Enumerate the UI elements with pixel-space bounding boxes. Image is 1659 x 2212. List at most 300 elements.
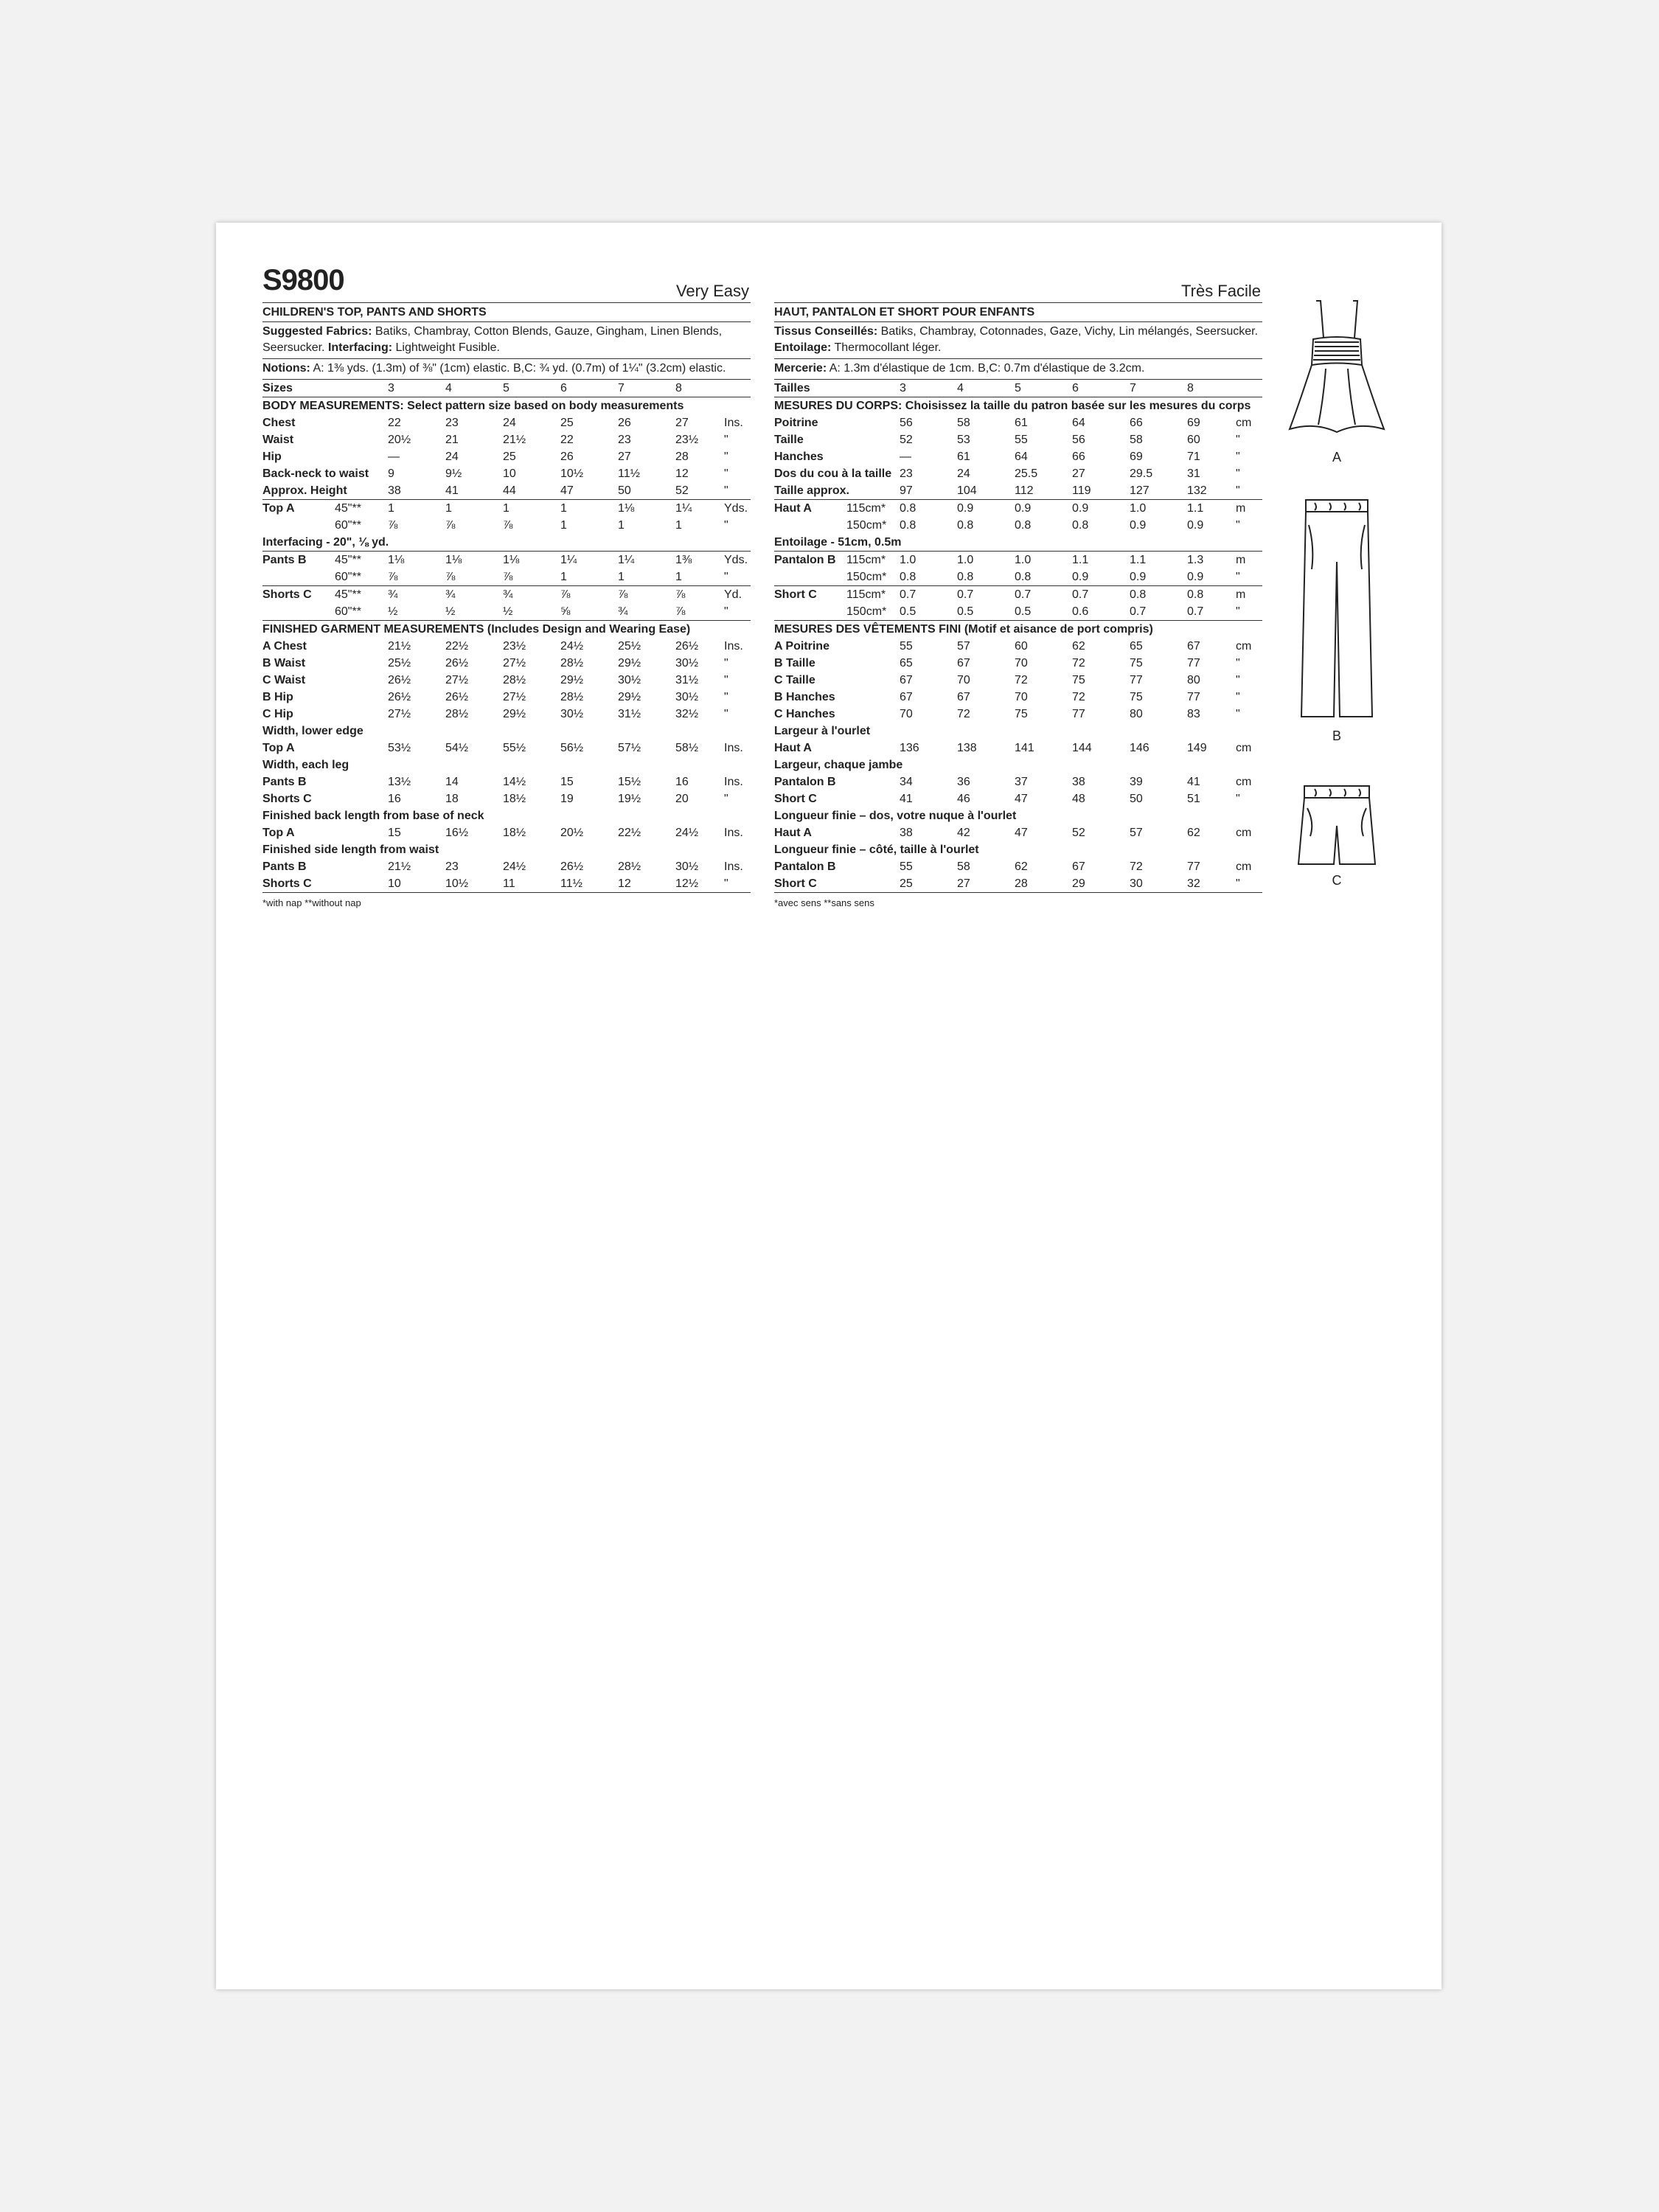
unit-label: " [1236, 451, 1240, 463]
size-value: 67 [900, 674, 913, 686]
size-value: 55 [900, 640, 913, 653]
unit-label: Ins. [724, 827, 743, 839]
size-value: 64 [1072, 417, 1085, 429]
size-value: 22½ [618, 827, 641, 839]
size-value: 26½ [445, 691, 469, 703]
size-value: 21½ [388, 860, 411, 873]
row-label: Hip [262, 451, 282, 463]
size-value: 1.0 [957, 554, 974, 566]
size-value: ¾ [445, 588, 456, 601]
size-value: 46 [957, 793, 970, 805]
row-label: Short C [774, 877, 817, 890]
size-value: 15 [560, 776, 574, 788]
table-row [262, 740, 751, 757]
pattern-title: HAUT, PANTALON ET SHORT POUR ENFANTS [774, 303, 1262, 322]
unit-label: Yds. [724, 502, 748, 515]
sizes-row [774, 380, 1262, 397]
row-sublabel: 150cm* [846, 571, 887, 583]
size-value: ⅞ [503, 519, 513, 532]
size-value: 21½ [388, 640, 411, 653]
size-value: 37 [1015, 776, 1028, 788]
size-value: 31½ [618, 708, 641, 720]
size-value: 12 [675, 467, 689, 480]
notions-label: Notions: [262, 362, 310, 375]
notions-paragraph [774, 359, 1262, 380]
size-value: 30½ [560, 708, 584, 720]
sketch-c-label: C [1332, 873, 1342, 888]
size-value: 15 [388, 827, 401, 839]
size-value: 67 [957, 691, 970, 703]
size-value: 1 [503, 502, 509, 515]
size-value: 56 [900, 417, 913, 429]
size-value: 44 [503, 484, 516, 497]
size-value: 67 [900, 691, 913, 703]
unit-label: cm [1236, 640, 1252, 653]
size-value: 1.3 [1187, 554, 1204, 566]
size-value: 0.7 [1015, 588, 1032, 601]
size-value: 80 [1187, 674, 1200, 686]
size-value: 27 [957, 877, 970, 890]
size-value: 132 [1187, 484, 1207, 497]
fabrics-text: Batiks, Chambray, Cotton Blends, Gauze, Gingham, Linen Blends, Seersucker. [262, 325, 723, 354]
size-value: 25.5 [1015, 467, 1038, 480]
size-value: 0.9 [1130, 519, 1147, 532]
size-value: ⅞ [560, 588, 571, 601]
size-value: 28 [1015, 877, 1028, 890]
size-number: 3 [900, 382, 906, 394]
size-value: 149 [1187, 742, 1207, 754]
table-row [262, 655, 751, 672]
size-value: 69 [1130, 451, 1143, 463]
size-value: 29½ [618, 691, 641, 703]
unit-label: m [1236, 502, 1246, 515]
section-header [262, 807, 751, 824]
table-row [262, 448, 751, 465]
unit-label: " [1236, 691, 1240, 703]
row-sublabel: 150cm* [846, 519, 887, 532]
size-value: 19 [560, 793, 574, 805]
size-value: 12½ [675, 877, 699, 890]
section-header-text: MESURES DU CORPS: Choisissez la taille du patron basée sur les mesures du corps [774, 400, 1251, 412]
table-row [774, 465, 1262, 482]
size-value: 10½ [560, 467, 584, 480]
size-value: 50 [618, 484, 631, 497]
top-a-sketch [1285, 295, 1388, 439]
size-value: 62 [1015, 860, 1028, 873]
table-row [774, 790, 1262, 807]
unit-label: " [724, 793, 728, 805]
size-value: 67 [1187, 640, 1200, 653]
size-value: 0.7 [957, 588, 974, 601]
table-row [774, 740, 1262, 757]
unit-label: Ins. [724, 640, 743, 653]
section-header-text: MESURES DES VÊTEMENTS FINI (Motif et aisance de port compris) [774, 623, 1153, 636]
table-row [262, 672, 751, 689]
unit-label: " [1236, 877, 1240, 890]
size-value: 0.8 [900, 519, 917, 532]
unit-label: " [724, 484, 728, 497]
size-value: ⅞ [675, 588, 686, 601]
unit-label: " [1236, 605, 1240, 618]
section-header-text: Largeur, chaque jambe [774, 759, 903, 771]
size-value: 1 [560, 519, 567, 532]
table-row [262, 706, 751, 723]
size-value: 1⅛ [388, 554, 405, 566]
size-value: 41 [900, 793, 913, 805]
size-value: 56½ [560, 742, 584, 754]
size-value: 28½ [560, 691, 584, 703]
table-row [262, 482, 751, 500]
unit-label: " [724, 467, 728, 480]
size-value: 28½ [618, 860, 641, 873]
size-number: 5 [503, 382, 509, 394]
row-label: Top A [262, 502, 295, 515]
size-value: 72 [1072, 691, 1085, 703]
size-value: 58 [1130, 434, 1143, 446]
size-value: 97 [900, 484, 913, 497]
size-value: 1.1 [1130, 554, 1147, 566]
size-number: 6 [560, 382, 567, 394]
size-number: 8 [1187, 382, 1194, 394]
interfacing-label: Interfacing: [327, 341, 393, 354]
section-header-text: Longueur finie – dos, votre nuque à l'ourlet [774, 810, 1017, 822]
section-header-text: Finished back length from base of neck [262, 810, 484, 822]
size-value: 28½ [503, 674, 526, 686]
section-header [774, 723, 1262, 740]
size-value: 83 [1187, 708, 1200, 720]
size-value: 22 [388, 417, 401, 429]
row-label: Chest [262, 417, 296, 429]
size-value: 0.5 [900, 605, 917, 618]
table-row [774, 824, 1262, 841]
size-value: 29.5 [1130, 467, 1153, 480]
size-value: 29 [1072, 877, 1085, 890]
size-value: 53½ [388, 742, 411, 754]
notions-text: A: 1⅜ yds. (1.3m) of ⅜" (1cm) elastic. B,C: ¾ yd. (0.7m) of 1¼" (3.2cm) elastic. [310, 362, 726, 375]
size-value: ⅞ [675, 605, 686, 618]
unit-label: " [724, 451, 728, 463]
unit-label: " [1236, 467, 1240, 480]
row-sublabel: 60"** [335, 605, 361, 618]
row-label: B Taille [774, 657, 815, 669]
sizes-label: Sizes [262, 382, 293, 394]
size-value: 25 [900, 877, 913, 890]
size-value: 72 [957, 708, 970, 720]
unit-label: " [724, 571, 728, 583]
size-value: 23 [445, 860, 459, 873]
size-value: 25½ [388, 657, 411, 669]
size-value: 0.8 [1015, 519, 1032, 532]
size-value: 23½ [675, 434, 699, 446]
size-value: 1 [388, 502, 394, 515]
size-value: 26½ [388, 691, 411, 703]
size-value: 62 [1072, 640, 1085, 653]
size-value: 144 [1072, 742, 1092, 754]
row-label: Hanches [774, 451, 824, 463]
unit-label: " [724, 605, 728, 618]
size-value: — [900, 451, 911, 463]
table-row [262, 414, 751, 431]
size-number: 3 [388, 382, 394, 394]
size-number: 4 [957, 382, 964, 394]
size-value: 60 [1187, 434, 1200, 446]
size-value: 0.7 [1072, 588, 1089, 601]
unit-label: " [724, 674, 728, 686]
row-sublabel: 45"** [335, 588, 361, 601]
size-value: 26½ [675, 640, 699, 653]
row-label: Short C [774, 588, 817, 601]
table-row [774, 431, 1262, 448]
row-label: Poitrine [774, 417, 818, 429]
size-value: 29½ [503, 708, 526, 720]
size-value: 12 [618, 877, 631, 890]
size-value: 10 [503, 467, 516, 480]
unit-label: " [1236, 674, 1240, 686]
size-value: 70 [1015, 691, 1028, 703]
size-value: 9 [388, 467, 394, 480]
size-value: 0.8 [957, 519, 974, 532]
table-row [774, 875, 1262, 893]
size-value: 77 [1187, 860, 1200, 873]
size-value: 75 [1130, 657, 1143, 669]
table-row [774, 706, 1262, 723]
unit-label: " [724, 691, 728, 703]
size-value: 11½ [618, 467, 640, 480]
size-value: 58 [957, 860, 970, 873]
size-value: 48 [1072, 793, 1085, 805]
unit-label: " [1236, 484, 1240, 497]
unit-label: " [1236, 571, 1240, 583]
size-value: 0.7 [900, 588, 917, 601]
size-value: ⅞ [618, 588, 628, 601]
size-value: 1⅜ [675, 554, 692, 566]
footnote: *avec sens **sans sens [774, 897, 874, 908]
size-value: 127 [1130, 484, 1150, 497]
section-header-text: BODY MEASUREMENTS: Select pattern size based on body measurements [262, 400, 684, 412]
size-value: 20 [675, 793, 689, 805]
row-label: Waist [262, 434, 294, 446]
size-value: 47 [1015, 793, 1028, 805]
unit-label: " [724, 877, 728, 890]
row-label: Pants B [262, 860, 307, 873]
size-value: 0.8 [900, 502, 917, 515]
size-value: 56 [1072, 434, 1085, 446]
table-row [262, 465, 751, 482]
size-value: 70 [957, 674, 970, 686]
unit-label: " [1236, 793, 1240, 805]
size-value: 22 [560, 434, 574, 446]
unit-label: cm [1236, 742, 1252, 754]
size-value: 104 [957, 484, 977, 497]
size-value: 20½ [388, 434, 411, 446]
size-value: 38 [1072, 776, 1085, 788]
size-value: 38 [900, 827, 913, 839]
unit-label: " [1236, 519, 1240, 532]
header-row [262, 264, 751, 303]
row-label: B Waist [262, 657, 306, 669]
size-value: 29½ [618, 657, 641, 669]
size-value: 41 [445, 484, 459, 497]
size-value: 138 [957, 742, 977, 754]
size-value: 27 [675, 417, 689, 429]
size-value: 23 [618, 434, 631, 446]
english-column [262, 264, 751, 908]
size-value: 38 [388, 484, 401, 497]
row-label: B Hanches [774, 691, 835, 703]
size-value: 1.0 [1015, 554, 1032, 566]
sketch-a-label: A [1332, 450, 1341, 465]
table-row [262, 568, 751, 586]
size-value: 25 [503, 451, 516, 463]
size-value: 32 [1187, 877, 1200, 890]
fabrics-label: Suggested Fabrics: [262, 325, 372, 338]
table-row [774, 448, 1262, 465]
table-row [774, 773, 1262, 790]
size-value: 31 [1187, 467, 1200, 480]
size-value: 60 [1015, 640, 1028, 653]
size-value: 24½ [503, 860, 526, 873]
unit-label: " [1236, 434, 1240, 446]
size-value: 23 [900, 467, 913, 480]
size-value: 23½ [503, 640, 526, 653]
row-label: Taille approx. [774, 484, 849, 497]
size-value: 19½ [618, 793, 641, 805]
row-label: Pants B [262, 776, 307, 788]
size-value: 18 [445, 793, 459, 805]
size-value: 52 [1072, 827, 1085, 839]
section-header-text: Largeur à l'ourlet [774, 725, 871, 737]
size-value: 30½ [675, 860, 699, 873]
unit-label: cm [1236, 776, 1252, 788]
size-value: 18½ [503, 793, 526, 805]
size-value: 1 [560, 502, 567, 515]
row-sublabel: 150cm* [846, 605, 887, 618]
row-label: Short C [774, 793, 817, 805]
row-label: Shorts C [262, 793, 312, 805]
section-header-text: Width, lower edge [262, 725, 364, 737]
table-row [262, 586, 751, 603]
size-value: 23 [445, 417, 459, 429]
size-value: 24 [957, 467, 970, 480]
section-header [774, 807, 1262, 824]
size-value: 15½ [618, 776, 641, 788]
size-value: 61 [957, 451, 970, 463]
difficulty-label: Very Easy [675, 282, 749, 300]
size-value: 72 [1130, 860, 1143, 873]
row-label: Top A [262, 827, 295, 839]
table-row [774, 672, 1262, 689]
row-sublabel: 115cm* [846, 554, 886, 566]
size-value: 55 [1015, 434, 1028, 446]
size-value: 1.0 [1130, 502, 1147, 515]
table-row [774, 689, 1262, 706]
size-value: 0.9 [1015, 502, 1032, 515]
size-value: 26 [560, 451, 574, 463]
size-value: 27½ [503, 657, 526, 669]
header-row [774, 267, 1262, 303]
row-sublabel: 60"** [335, 519, 361, 532]
shorts-c-sketch [1293, 782, 1381, 870]
unit-label: Ins. [724, 860, 743, 873]
pattern-title: CHILDREN'S TOP, PANTS AND SHORTS [262, 303, 751, 322]
table-row [774, 482, 1262, 500]
size-value: 80 [1130, 708, 1143, 720]
table-row [262, 603, 751, 621]
table-row [262, 790, 751, 807]
table-row [774, 655, 1262, 672]
table-row [262, 689, 751, 706]
row-sublabel: 115cm* [846, 588, 886, 601]
measurement-table [774, 380, 1262, 893]
size-value: 1¼ [618, 554, 635, 566]
size-number: 4 [445, 382, 452, 394]
size-value: 146 [1130, 742, 1150, 754]
table-row [774, 568, 1262, 586]
row-label: B Hip [262, 691, 293, 703]
size-value: 0.8 [1130, 588, 1147, 601]
size-value: 65 [900, 657, 913, 669]
size-value: 0.9 [1130, 571, 1147, 583]
section-header [262, 621, 751, 638]
size-value: 75 [1015, 708, 1028, 720]
size-value: 1 [675, 571, 682, 583]
interfacing-label: Entoilage: [774, 341, 832, 354]
size-number: 7 [1130, 382, 1136, 394]
size-value: 25½ [618, 640, 641, 653]
size-value: 9½ [445, 467, 462, 480]
size-value: ½ [503, 605, 513, 618]
size-number: 8 [675, 382, 682, 394]
pants-b-sketch [1293, 495, 1381, 731]
pattern-envelope-back [216, 223, 1441, 1989]
table-row [262, 431, 751, 448]
size-value: 75 [1130, 691, 1143, 703]
size-value: 14½ [503, 776, 526, 788]
size-value: 0.7 [1130, 605, 1147, 618]
size-value: 77 [1187, 691, 1200, 703]
pattern-code: S9800 [262, 264, 344, 296]
interfacing-yardage: Interfacing - 20", ⅛ yd. [262, 536, 389, 549]
unit-label: Ins. [724, 742, 743, 754]
size-value: ¾ [503, 588, 513, 601]
size-value: 1⅛ [445, 554, 462, 566]
sizes-row [262, 380, 751, 397]
table-row [774, 500, 1262, 517]
table-row [262, 875, 751, 893]
size-value: ⅝ [560, 605, 571, 618]
size-value: 0.7 [1187, 605, 1204, 618]
size-value: 57 [957, 640, 970, 653]
size-value: 16½ [445, 827, 469, 839]
section-header-text: FINISHED GARMENT MEASUREMENTS (Includes Design and Wearing Ease) [262, 623, 691, 636]
size-value: 57 [1130, 827, 1143, 839]
size-value: 61 [1015, 417, 1028, 429]
size-value: 72 [1072, 657, 1085, 669]
section-header [262, 841, 751, 858]
size-value: 30½ [675, 657, 699, 669]
size-value: 11½ [560, 877, 582, 890]
size-value: 47 [1015, 827, 1028, 839]
french-column [774, 267, 1262, 908]
unit-label: Ins. [724, 776, 743, 788]
row-label: C Waist [262, 674, 306, 686]
row-label: Pantalon B [774, 776, 836, 788]
size-value: 0.8 [957, 571, 974, 583]
fabrics-label: Tissus Conseillés: [774, 325, 878, 338]
size-value: 30 [1130, 877, 1143, 890]
size-value: 1 [445, 502, 452, 515]
size-value: 69 [1187, 417, 1200, 429]
